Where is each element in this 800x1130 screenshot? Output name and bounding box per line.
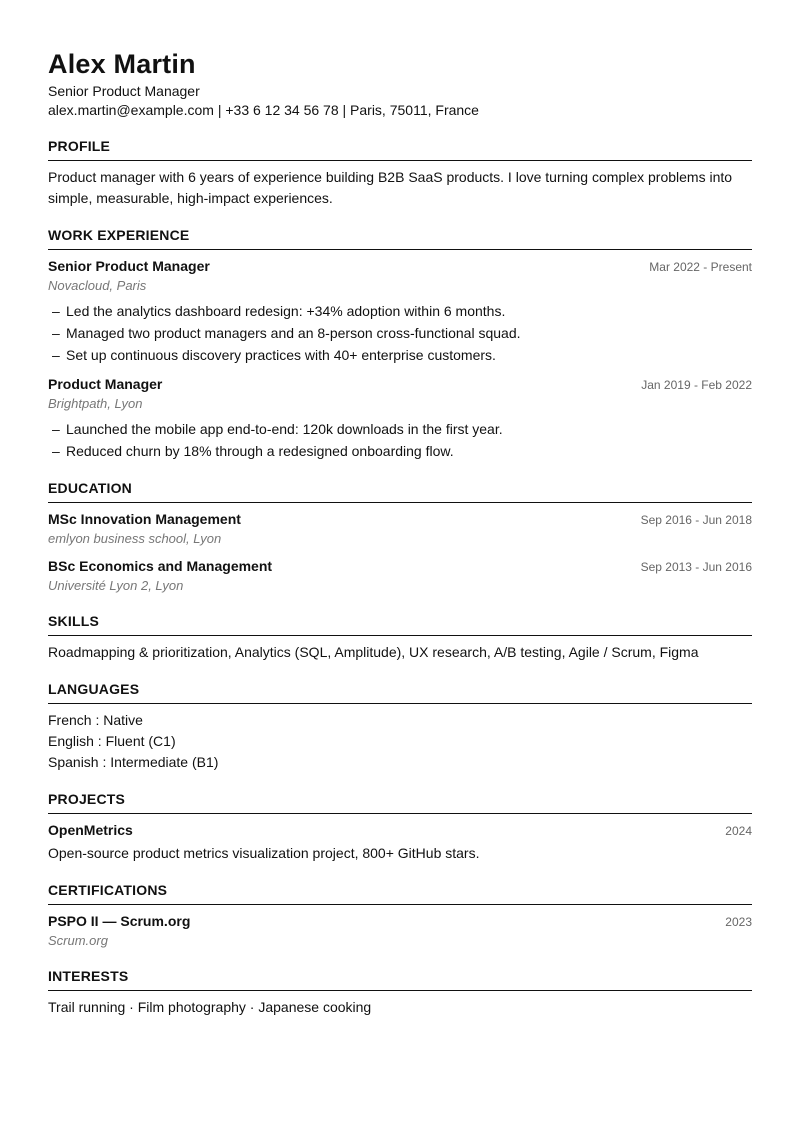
project-entry	[48, 820, 752, 864]
section-title-skills: SKILLS	[48, 611, 752, 636]
achievement-item: – Managed two product managers and an 8-person cross-functional squad.	[48, 322, 752, 344]
project-year: 2024	[725, 824, 752, 838]
section-title-interests: INTERESTS	[48, 966, 752, 991]
resume-header	[48, 47, 752, 120]
section-title-experience: WORK EXPERIENCE	[48, 225, 752, 250]
experience-entry	[48, 374, 752, 462]
education-section	[48, 478, 752, 595]
project-description: Open-source product metrics visualization project, 800+ GitHub stars.	[48, 845, 480, 861]
project-name: OpenMetrics	[48, 822, 133, 838]
language-item: English : Fluent (C1)	[48, 733, 176, 749]
certifications-section	[48, 880, 752, 950]
job-title: Senior Product Manager	[48, 258, 210, 274]
headline: Senior Product Manager	[48, 83, 200, 99]
achievement-item: – Led the analytics dashboard redesign: +34% adoption within 6 months.	[48, 300, 752, 322]
school-name: emlyon business school, Lyon	[48, 531, 222, 546]
certification-name: PSPO II — Scrum.org	[48, 913, 191, 929]
interests-section	[48, 966, 752, 1018]
section-title-education: EDUCATION	[48, 478, 752, 503]
projects-section	[48, 789, 752, 864]
degree-name: MSc Innovation Management	[48, 511, 241, 527]
job-dates: Jan 2019 - Feb 2022	[641, 378, 752, 392]
section-title-projects: PROJECTS	[48, 789, 752, 814]
certification-year: 2023	[725, 915, 752, 929]
language-item: French : Native	[48, 712, 143, 728]
section-title-profile: PROFILE	[48, 136, 752, 161]
certification-entry	[48, 911, 752, 950]
contact-line: alex.martin@example.com | +33 6 12 34 56 78 | Paris, 75011, France	[48, 102, 479, 118]
school-name: Université Lyon 2, Lyon	[48, 578, 184, 593]
achievement-item: – Reduced churn by 18% through a redesigned onboarding flow.	[48, 440, 752, 462]
job-dates: Mar 2022 - Present	[649, 260, 752, 274]
education-entry	[48, 556, 752, 595]
section-title-languages: LANGUAGES	[48, 679, 752, 704]
education-dates: Sep 2016 - Jun 2018	[640, 513, 752, 527]
profile-section	[48, 136, 752, 209]
education-entry	[48, 509, 752, 548]
skills-section	[48, 611, 752, 663]
education-dates: Sep 2013 - Jun 2016	[640, 560, 752, 574]
company-name: Novacloud, Paris	[48, 278, 147, 293]
company-name: Brightpath, Lyon	[48, 396, 143, 411]
achievement-item: – Launched the mobile app end-to-end: 120k downloads in the first year.	[48, 418, 752, 440]
achievement-item: – Set up continuous discovery practices with 40+ enterprise customers.	[48, 344, 752, 366]
section-title-certifications: CERTIFICATIONS	[48, 880, 752, 905]
experience-section	[48, 225, 752, 462]
certification-issuer: Scrum.org	[48, 933, 108, 948]
achievement-list	[48, 418, 752, 462]
experience-entry	[48, 256, 752, 366]
degree-name: BSc Economics and Management	[48, 558, 273, 574]
job-title: Product Manager	[48, 376, 163, 392]
full-name: Alex Martin	[48, 49, 196, 79]
profile-text: Product manager with 6 years of experience building B2B SaaS products. I love turning complex problems into simple, measurable, high-impact experiences.	[48, 169, 733, 206]
achievement-list	[48, 300, 752, 366]
language-item: Spanish : Intermediate (B1)	[48, 754, 219, 770]
languages-section	[48, 679, 752, 773]
interests-text: Trail running · Film photography · Japanese cooking	[48, 999, 372, 1015]
skills-text: Roadmapping & prioritization, Analytics (SQL, Amplitude), UX research, A/B testing, Agile / Scrum, Figma	[48, 644, 699, 660]
